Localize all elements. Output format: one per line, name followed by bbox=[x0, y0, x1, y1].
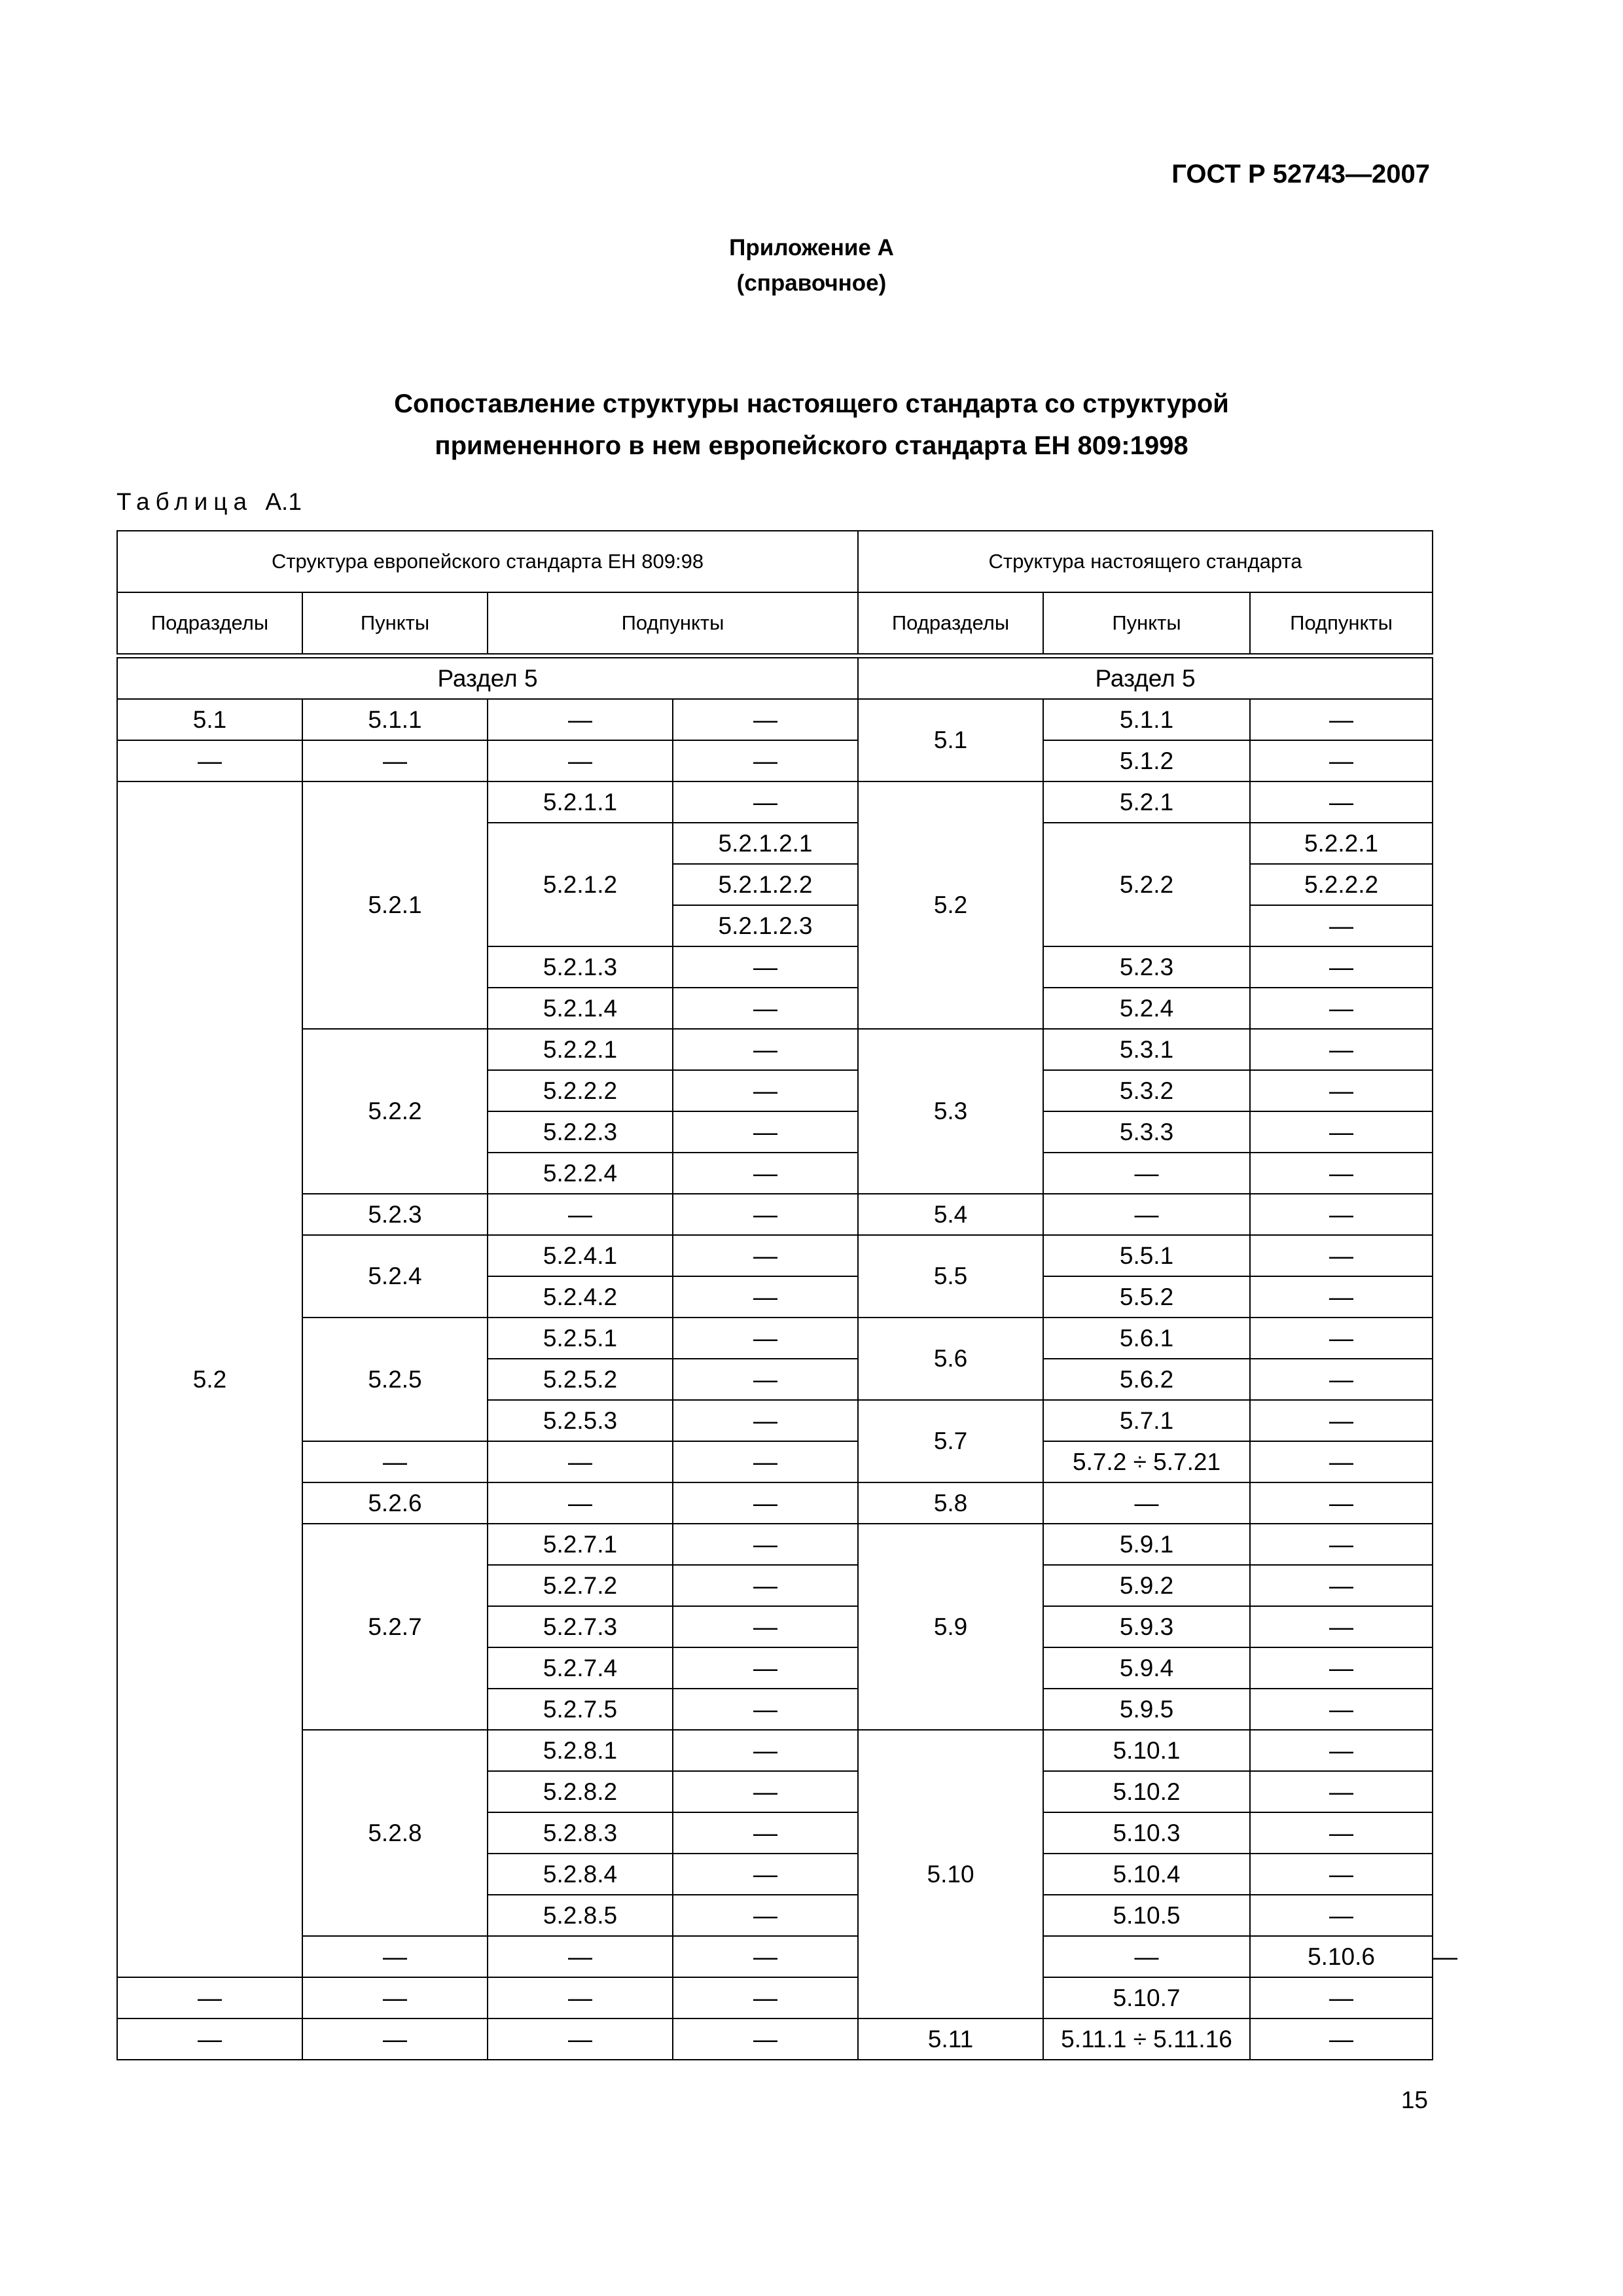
cell: — bbox=[1250, 1606, 1433, 1647]
cell: — bbox=[302, 1977, 488, 2018]
cell: — bbox=[1250, 1895, 1433, 1936]
cell: 5.2.1.2.1 bbox=[673, 823, 858, 864]
cell: 5.2.5.1 bbox=[488, 1318, 673, 1359]
cell: 5.2.6 bbox=[302, 1482, 488, 1524]
cell: 5.2.2.3 bbox=[488, 1111, 673, 1153]
cell: 5.2.5.2 bbox=[488, 1359, 673, 1400]
cell: — bbox=[673, 1400, 858, 1441]
cell: — bbox=[1250, 946, 1433, 988]
cell: 5.2.8.5 bbox=[488, 1895, 673, 1936]
cell: — bbox=[673, 1771, 858, 1812]
cell: — bbox=[488, 699, 673, 740]
cell: 5.2.7.2 bbox=[488, 1565, 673, 1606]
table-row bbox=[117, 1194, 1433, 1235]
cell: 5.10.1 bbox=[1043, 1730, 1250, 1771]
cell: 5.2.3 bbox=[302, 1194, 488, 1235]
cell: 5.9.3 bbox=[1043, 1606, 1250, 1647]
cell: 5.2.3 bbox=[1043, 946, 1250, 988]
cell: — bbox=[1043, 1482, 1250, 1524]
cell: 5.2.2.2 bbox=[1250, 864, 1433, 905]
cell: 5.2.8.4 bbox=[488, 1854, 673, 1895]
appendix-label: Приложение А bbox=[729, 235, 894, 260]
cell: — bbox=[673, 1276, 858, 1318]
cell: — bbox=[673, 1565, 858, 1606]
group-header-left: Структура европейского стандарта ЕН 809:98 bbox=[117, 531, 858, 592]
cell: — bbox=[1250, 1689, 1433, 1730]
cell: 5.10.6 bbox=[1250, 1936, 1433, 1977]
cell: — bbox=[673, 1029, 858, 1070]
cell: 5.7.2 ÷ 5.7.21 bbox=[1043, 1441, 1250, 1482]
cell: 5.2.1.4 bbox=[488, 988, 673, 1029]
cell: 5.2.1.2.2 bbox=[673, 864, 858, 905]
cell: — bbox=[1250, 1070, 1433, 1111]
cell: 5.9.1 bbox=[1043, 1524, 1250, 1565]
cell: 5.2.8.2 bbox=[488, 1771, 673, 1812]
page-number: 15 bbox=[1400, 2087, 1428, 2113]
cell: — bbox=[488, 1977, 673, 2018]
cell: 5.1.1 bbox=[1043, 699, 1250, 740]
cell: 5.10 bbox=[858, 1730, 1043, 2018]
cell: — bbox=[1250, 988, 1433, 1029]
cell: 5.2.4 bbox=[1043, 988, 1250, 1029]
cell: 5.2.2 bbox=[1043, 823, 1250, 946]
table-row bbox=[117, 1977, 1433, 2018]
cell: — bbox=[673, 1359, 858, 1400]
cell: 5.6.1 bbox=[1043, 1318, 1250, 1359]
cell: — bbox=[1250, 1524, 1433, 1565]
cell: 5.2.7.5 bbox=[488, 1689, 673, 1730]
cell: 5.2.7.4 bbox=[488, 1647, 673, 1689]
comparison-table bbox=[116, 530, 1458, 2060]
cell: — bbox=[673, 1854, 858, 1895]
cell: 5.2.8.3 bbox=[488, 1812, 673, 1854]
table-row bbox=[117, 2018, 1433, 2060]
cell: 5.2.7.1 bbox=[488, 1524, 673, 1565]
cell: 5.5.2 bbox=[1043, 1276, 1250, 1318]
cell: — bbox=[673, 2018, 858, 2060]
cell: — bbox=[488, 1482, 673, 1524]
cell: 5.9 bbox=[858, 1524, 1043, 1730]
cell: 5.2.2.1 bbox=[1250, 823, 1433, 864]
col-header-left-subsections: Подразделы bbox=[117, 592, 302, 654]
cell: — bbox=[1043, 1936, 1250, 1977]
cell: — bbox=[673, 1606, 858, 1647]
cell: — bbox=[1250, 699, 1433, 740]
cell: — bbox=[1250, 1111, 1433, 1153]
cell: — bbox=[1043, 1153, 1250, 1194]
cell: — bbox=[302, 740, 488, 781]
col-header-left-subclauses: Подпункты bbox=[488, 592, 858, 654]
cell: — bbox=[673, 988, 858, 1029]
table-row bbox=[117, 1441, 1433, 1482]
table-row bbox=[117, 1318, 1433, 1359]
cell: 5.2.4.1 bbox=[488, 1235, 673, 1276]
cell: — bbox=[1250, 1029, 1433, 1070]
cell: — bbox=[1250, 1400, 1433, 1441]
cell: 5.3.1 bbox=[1043, 1029, 1250, 1070]
cell: 5.10.7 bbox=[1043, 1977, 1250, 2018]
appendix-kind: (справочное) bbox=[736, 270, 887, 296]
cell: — bbox=[673, 1441, 858, 1482]
cell: 5.2.1.2 bbox=[488, 823, 673, 946]
cell: 5.3.3 bbox=[1043, 1111, 1250, 1153]
cell: — bbox=[673, 1235, 858, 1276]
cell: 5.2.1 bbox=[302, 781, 488, 1029]
cell: — bbox=[1250, 1854, 1433, 1895]
cell: 5.2.1 bbox=[1043, 781, 1250, 823]
cell: — bbox=[302, 1441, 488, 1482]
section-row bbox=[117, 658, 1433, 699]
table-row bbox=[117, 1029, 1433, 1070]
cell: 5.7.1 bbox=[1043, 1400, 1250, 1441]
cell: 5.2.5.3 bbox=[488, 1400, 673, 1441]
cell: — bbox=[1250, 1359, 1433, 1400]
cell: — bbox=[488, 2018, 673, 2060]
cell: 5.2.2.1 bbox=[488, 1029, 673, 1070]
title-line-1: Сопоставление структуры настоящего стандарта со структурой bbox=[394, 389, 1229, 418]
cell: 5.2 bbox=[117, 781, 302, 1977]
cell: — bbox=[1250, 1276, 1433, 1318]
cell: 5.2.1.1 bbox=[488, 781, 673, 823]
cell: — bbox=[673, 1153, 858, 1194]
document-code: ГОСТ Р 52743—2007 bbox=[1171, 160, 1430, 188]
section-right: Раздел 5 bbox=[858, 658, 1433, 699]
cell: — bbox=[117, 1977, 302, 2018]
cell: — bbox=[673, 740, 858, 781]
table-label-number: А.1 bbox=[265, 488, 302, 515]
cell: — bbox=[1250, 1647, 1433, 1689]
cell: — bbox=[673, 1194, 858, 1235]
cell: 5.2.5 bbox=[302, 1318, 488, 1441]
cell: 5.6 bbox=[858, 1318, 1043, 1400]
cell: — bbox=[1250, 781, 1433, 823]
table-header-column-row bbox=[117, 592, 1433, 654]
cell: — bbox=[488, 1441, 673, 1482]
cell: 5.1 bbox=[858, 699, 1043, 781]
cell: 5.3.2 bbox=[1043, 1070, 1250, 1111]
col-header-right-subsections: Подразделы bbox=[858, 592, 1043, 654]
cell: — bbox=[673, 1936, 858, 1977]
cell: 5.10.5 bbox=[1043, 1895, 1250, 1936]
cell: — bbox=[302, 1936, 488, 1977]
cell: — bbox=[1250, 1194, 1433, 1235]
cell: — bbox=[1250, 1730, 1433, 1771]
cell: 5.2.1.3 bbox=[488, 946, 673, 988]
cell: — bbox=[673, 1977, 858, 2018]
table-row bbox=[117, 1482, 1433, 1524]
col-header-right-clauses: Пункты bbox=[1043, 592, 1250, 654]
cell: — bbox=[1250, 1771, 1433, 1812]
cell: — bbox=[1250, 1153, 1433, 1194]
cell: 5.2.8 bbox=[302, 1730, 488, 1936]
cell: 5.7 bbox=[858, 1400, 1043, 1482]
cell: — bbox=[673, 1482, 858, 1524]
cell: 5.11 bbox=[858, 2018, 1043, 2060]
cell: — bbox=[117, 740, 302, 781]
cell: 5.2.7 bbox=[302, 1524, 488, 1730]
cell: 5.1.2 bbox=[1043, 740, 1250, 781]
cell: 5.2.4.2 bbox=[488, 1276, 673, 1318]
cell: — bbox=[673, 946, 858, 988]
cell: 5.2.2.4 bbox=[488, 1153, 673, 1194]
cell: — bbox=[1250, 1441, 1433, 1482]
cell: — bbox=[673, 1647, 858, 1689]
cell: — bbox=[1250, 1235, 1433, 1276]
cell: 5.2.2.2 bbox=[488, 1070, 673, 1111]
cell: 5.2.4 bbox=[302, 1235, 488, 1318]
group-header-right: Структура настоящего стандарта bbox=[858, 531, 1433, 592]
table-header-group-row bbox=[117, 531, 1433, 592]
cell: 5.4 bbox=[858, 1194, 1043, 1235]
cell: — bbox=[1250, 1565, 1433, 1606]
cell: — bbox=[1250, 905, 1433, 946]
col-header-left-clauses: Пункты bbox=[302, 592, 488, 654]
cell: 5.2 bbox=[858, 781, 1043, 1029]
table-row bbox=[117, 1524, 1433, 1565]
table-row: — — — — 5.10.6 — bbox=[117, 1936, 1433, 1977]
cell: 5.2.1.2.3 bbox=[673, 905, 858, 946]
cell: 5.2.2 bbox=[302, 1029, 488, 1194]
title-line-2: примененного в нем европейского стандарта ЕН 809:1998 bbox=[435, 431, 1188, 460]
cell: 5.10.2 bbox=[1043, 1771, 1250, 1812]
cell: — bbox=[1250, 1977, 1433, 2018]
cell: 5.3 bbox=[858, 1029, 1043, 1194]
cell: — bbox=[1250, 740, 1433, 781]
appendix-heading bbox=[0, 230, 1623, 301]
cell: — bbox=[1250, 1482, 1433, 1524]
cell: — bbox=[673, 1070, 858, 1111]
cell: 5.2.8.1 bbox=[488, 1730, 673, 1771]
cell: — bbox=[1043, 1194, 1250, 1235]
table-label bbox=[116, 488, 302, 516]
cell: — bbox=[117, 2018, 302, 2060]
cell: 5.1 bbox=[117, 699, 302, 740]
cell: 5.10.3 bbox=[1043, 1812, 1250, 1854]
cell: 5.11.1 ÷ 5.11.16 bbox=[1043, 2018, 1250, 2060]
cell: — bbox=[673, 1730, 858, 1771]
cell: 5.9.5 bbox=[1043, 1689, 1250, 1730]
cell: — bbox=[673, 1895, 858, 1936]
cell: — bbox=[673, 1689, 858, 1730]
cell: 5.10.4 bbox=[1043, 1854, 1250, 1895]
cell: 5.5.1 bbox=[1043, 1235, 1250, 1276]
cell: 5.8 bbox=[858, 1482, 1043, 1524]
cell: 5.9.4 bbox=[1043, 1647, 1250, 1689]
table-row bbox=[117, 699, 1433, 740]
cell: — bbox=[673, 781, 858, 823]
cell: — bbox=[1250, 1318, 1433, 1359]
cell: — bbox=[673, 699, 858, 740]
cell: 5.6.2 bbox=[1043, 1359, 1250, 1400]
cell: — bbox=[1250, 2018, 1433, 2060]
table-row bbox=[117, 1235, 1433, 1276]
col-header-right-subclauses: Подпункты bbox=[1250, 592, 1433, 654]
table-row bbox=[117, 1730, 1433, 1771]
cell: 5.2.7.3 bbox=[488, 1606, 673, 1647]
cell: — bbox=[673, 1318, 858, 1359]
section-left: Раздел 5 bbox=[117, 658, 858, 699]
appendix-title bbox=[0, 383, 1623, 467]
cell: 5.9.2 bbox=[1043, 1565, 1250, 1606]
cell: 5.1.1 bbox=[302, 699, 488, 740]
cell: — bbox=[488, 1194, 673, 1235]
table-label-word: Таблица bbox=[116, 488, 253, 515]
table-row bbox=[117, 781, 1433, 823]
cell: — bbox=[488, 1936, 673, 1977]
cell: 5.5 bbox=[858, 1235, 1043, 1318]
table-row bbox=[117, 740, 1433, 781]
cell: — bbox=[488, 740, 673, 781]
cell: — bbox=[302, 2018, 488, 2060]
cell: — bbox=[673, 1111, 858, 1153]
cell: — bbox=[1250, 1812, 1433, 1854]
cell: — bbox=[673, 1524, 858, 1565]
cell: — bbox=[673, 1812, 858, 1854]
